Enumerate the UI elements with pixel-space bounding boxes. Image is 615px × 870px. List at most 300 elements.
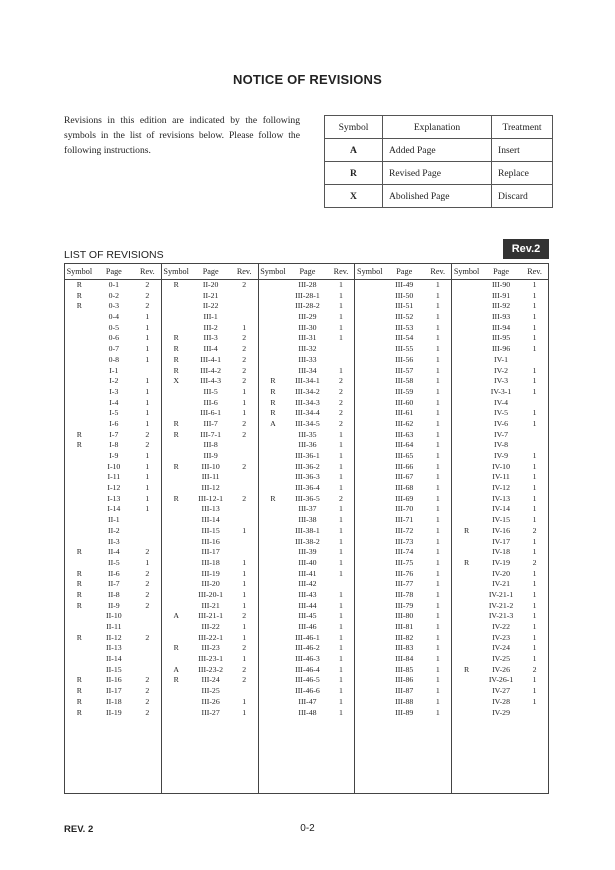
- revision-row: [162, 633, 258, 644]
- revision-row: [355, 419, 451, 430]
- revision-row: [355, 515, 451, 526]
- revision-number: 1: [532, 600, 537, 610]
- revision-row: [355, 366, 451, 377]
- revision-number: 1: [435, 312, 440, 322]
- revision-symbol: [452, 622, 481, 633]
- intro-text: Revisions in this edition are indicated by the following symbols in the list of revisions below. Please follow the following instructions.: [64, 115, 300, 156]
- revision-row: [65, 344, 161, 355]
- revision-row: [259, 526, 355, 537]
- revision-page: III-12-1: [198, 493, 223, 503]
- revision-number: [231, 547, 258, 558]
- revision-row: [259, 601, 355, 612]
- revision-number: 1: [435, 483, 440, 493]
- revision-row: [452, 483, 548, 494]
- revision-row: [162, 472, 258, 483]
- revision-number: [328, 355, 355, 366]
- symbol-header: Symbol: [66, 267, 93, 276]
- revision-number: 1: [435, 686, 440, 696]
- revision-page: III-72: [395, 525, 414, 535]
- revision-symbol: R: [270, 397, 276, 407]
- revision-row: [259, 569, 355, 580]
- revision-row: [162, 430, 258, 441]
- revision-number: 1: [435, 515, 440, 525]
- revision-symbol: [355, 376, 384, 387]
- revision-row: [65, 333, 161, 344]
- revision-symbol: [355, 697, 384, 708]
- revision-symbol: R: [270, 493, 276, 503]
- revision-page: I-1: [109, 365, 119, 375]
- revision-number: 1: [435, 344, 440, 354]
- column-header: [162, 264, 258, 280]
- revision-page: II-3: [108, 536, 120, 546]
- revision-row: [452, 569, 548, 580]
- revision-number: 2: [242, 461, 247, 471]
- revision-number: 1: [242, 579, 247, 589]
- revision-page: III-53: [395, 322, 414, 332]
- rev-header: Rev.: [236, 267, 252, 276]
- revision-page: III-19: [201, 568, 220, 578]
- revision-row: [452, 686, 548, 697]
- revision-row: [259, 537, 355, 548]
- revision-page: II-17: [106, 686, 122, 696]
- revision-row: [259, 398, 355, 409]
- revision-row: [162, 344, 258, 355]
- revision-symbol: [259, 462, 288, 473]
- revision-number: 1: [339, 696, 343, 706]
- revision-number: 1: [435, 472, 440, 482]
- revision-number: 1: [339, 675, 343, 685]
- revision-symbol: [162, 697, 191, 708]
- revision-page: 0-5: [108, 322, 120, 332]
- revision-symbol: [355, 301, 384, 312]
- revision-symbol: [355, 622, 384, 633]
- column-header: [65, 264, 161, 280]
- revision-page: III-8: [203, 440, 218, 450]
- revision-page: III-21: [201, 600, 220, 610]
- revision-number: 2: [145, 675, 150, 685]
- revision-page: III-95: [491, 333, 511, 343]
- revision-symbol: [452, 697, 481, 708]
- revision-page: III-65: [395, 451, 414, 460]
- revision-page: IV-5: [494, 408, 509, 418]
- revision-symbol: [162, 590, 191, 601]
- revision-symbol: [452, 355, 481, 366]
- revision-symbol: [259, 569, 288, 580]
- revision-symbol: [65, 366, 94, 377]
- revision-row: [65, 472, 161, 483]
- revision-number: 1: [339, 461, 343, 471]
- revision-number: 2: [145, 568, 150, 578]
- revision-page: IV-1: [494, 354, 509, 364]
- revision-symbol: [259, 622, 288, 633]
- revision-row: [65, 515, 161, 526]
- revision-symbol: [259, 301, 288, 312]
- revision-row: [452, 601, 548, 612]
- revision-page: I-12: [107, 483, 121, 493]
- revision-symbol: [162, 526, 191, 537]
- list-title: LIST OF REVISIONS: [64, 249, 164, 261]
- revision-number: [231, 537, 258, 548]
- revision-symbol: [65, 504, 94, 515]
- revision-number: 2: [532, 525, 537, 535]
- revision-number: [231, 440, 258, 451]
- revision-symbol: [162, 622, 191, 633]
- revision-symbol: [65, 483, 94, 494]
- revision-number: 1: [339, 686, 343, 696]
- symbol-cell: X: [325, 185, 383, 208]
- revision-symbol: [65, 643, 94, 654]
- revision-row: [65, 622, 161, 633]
- revision-symbol: [355, 462, 384, 473]
- revision-number: 2: [339, 376, 343, 386]
- revision-symbol: [452, 483, 481, 494]
- revision-symbol: [65, 558, 94, 569]
- revision-symbol: [162, 654, 191, 665]
- revision-number: 1: [145, 312, 150, 322]
- revision-number: [134, 654, 161, 665]
- revision-page: III-92: [491, 301, 511, 311]
- revision-page: III-81: [395, 622, 414, 631]
- revision-row: [162, 387, 258, 398]
- revision-row: [65, 291, 161, 302]
- revision-symbol: X: [173, 376, 179, 386]
- revision-symbol: [259, 344, 288, 355]
- revision-symbol: [259, 355, 288, 366]
- revision-number: 1: [339, 707, 343, 717]
- revision-number: 2: [145, 600, 150, 610]
- revision-symbol: [355, 601, 384, 612]
- revision-symbol: [65, 376, 94, 387]
- revision-number: 2: [242, 675, 247, 685]
- revision-page: II-6: [108, 568, 120, 578]
- revision-row: [65, 483, 161, 494]
- revision-page: 0-6: [108, 333, 120, 343]
- revision-symbol: [452, 504, 481, 515]
- revision-page: III-28-1: [295, 290, 320, 300]
- revision-row: [65, 579, 161, 590]
- symbol-row-revised: [325, 162, 553, 185]
- revision-symbol: [452, 312, 481, 323]
- revision-page: III-93: [491, 312, 511, 322]
- revision-page: III-69: [395, 493, 414, 503]
- revision-symbol: [355, 611, 384, 622]
- revision-number: 1: [339, 632, 343, 642]
- revision-page: III-23-2: [198, 664, 223, 674]
- revision-page: III-59: [395, 386, 414, 396]
- revision-number: 2: [145, 579, 150, 589]
- revision-number: 1: [145, 354, 150, 364]
- symbol-row-added: [325, 139, 553, 162]
- revision-row: [452, 301, 548, 312]
- revision-row: [452, 579, 548, 590]
- revision-page: II-14: [106, 654, 122, 664]
- revision-number: 2: [145, 280, 150, 289]
- revision-number: 1: [435, 290, 440, 300]
- revision-number: 1: [435, 547, 440, 557]
- revision-page: III-31: [298, 333, 317, 343]
- revision-number: [231, 504, 258, 515]
- revision-number: 1: [532, 643, 537, 653]
- revision-row: [355, 526, 451, 537]
- revision-number: 1: [532, 333, 537, 343]
- symbol-header: Symbol: [325, 116, 383, 139]
- revision-page: IV-27: [492, 686, 510, 696]
- revision-row: [259, 472, 355, 483]
- revision-number: 1: [532, 589, 537, 599]
- revision-symbol: [65, 355, 94, 366]
- revision-page: III-35: [298, 429, 317, 439]
- symbol-header: Symbol: [260, 267, 286, 276]
- revision-symbol: [452, 601, 481, 612]
- revision-symbol: [452, 537, 481, 548]
- revision-row: [162, 504, 258, 515]
- revision-number: 1: [532, 675, 537, 685]
- revision-row: [355, 301, 451, 312]
- revision-row: [162, 590, 258, 601]
- revision-number: 1: [435, 408, 440, 418]
- revision-page: IV-16: [492, 525, 510, 535]
- revision-page: IV-9: [494, 451, 509, 460]
- revision-page: III-75: [395, 557, 414, 567]
- revision-number: 1: [532, 622, 537, 631]
- revision-number: 1: [339, 483, 343, 493]
- revision-number: 1: [435, 418, 440, 428]
- revision-number: 1: [242, 408, 247, 418]
- revision-number: 1: [242, 397, 247, 407]
- revision-page: II-2: [108, 525, 120, 535]
- revision-symbol: R: [76, 429, 82, 439]
- revision-row: [452, 419, 548, 430]
- revision-row: [65, 590, 161, 601]
- revision-symbol: [355, 579, 384, 590]
- revision-symbol: [355, 344, 384, 355]
- revision-page: III-4: [203, 344, 218, 354]
- revision-page: III-61: [395, 408, 414, 418]
- revision-symbol: [259, 472, 288, 483]
- revision-symbol: [355, 643, 384, 654]
- revision-row: [162, 579, 258, 590]
- revision-number: 1: [532, 344, 537, 354]
- revision-symbol: [162, 408, 191, 419]
- revision-number: 1: [145, 376, 150, 386]
- revision-row: [259, 515, 355, 526]
- revision-number: 1: [435, 440, 440, 450]
- revision-row: [162, 312, 258, 323]
- revision-row: [65, 430, 161, 441]
- revision-symbol: [355, 504, 384, 515]
- revision-number: 2: [145, 440, 150, 450]
- revision-row: [259, 333, 355, 344]
- revision-page: IV-11: [492, 472, 510, 482]
- revision-number: 1: [532, 312, 537, 322]
- revision-symbol: [452, 323, 481, 334]
- revision-symbol: [259, 451, 288, 462]
- revision-page: IV-3-1: [490, 386, 512, 396]
- revision-symbol: [355, 312, 384, 323]
- revision-symbol: [259, 697, 288, 708]
- revision-symbol: [65, 408, 94, 419]
- revision-row: [452, 355, 548, 366]
- revision-number: 1: [435, 280, 440, 289]
- revision-row: [452, 665, 548, 676]
- revision-symbol: [452, 611, 481, 622]
- revision-symbol: [355, 686, 384, 697]
- revision-number: 1: [532, 472, 537, 482]
- revision-symbol: R: [76, 675, 82, 685]
- revision-number: 1: [532, 376, 537, 386]
- revision-page: III-30: [298, 322, 317, 332]
- revision-number: 1: [435, 707, 440, 717]
- revision-symbol: [65, 494, 94, 505]
- revision-page: II-22: [202, 301, 219, 311]
- revision-number: 1: [532, 686, 537, 696]
- revision-row: [65, 366, 161, 377]
- revision-page: III-7-1: [200, 429, 222, 439]
- revision-number: 2: [145, 301, 150, 311]
- revision-number: [521, 708, 548, 719]
- revision-page: IV-7: [494, 429, 509, 439]
- revision-page: III-25: [201, 686, 220, 696]
- revision-number: 1: [435, 579, 440, 589]
- revision-row: [355, 643, 451, 654]
- revision-page: III-33: [298, 354, 317, 364]
- revision-page: IV-4: [494, 397, 509, 407]
- revision-symbol: [259, 611, 288, 622]
- page-header: Page: [105, 267, 122, 276]
- revision-page: II-7: [108, 579, 120, 589]
- revision-page: III-68: [395, 483, 414, 493]
- revision-number: 1: [145, 504, 150, 514]
- revision-page: III-34-3: [295, 397, 320, 407]
- revision-symbol: [162, 633, 191, 644]
- revision-symbol: [355, 708, 384, 719]
- revision-symbol: R: [76, 301, 82, 311]
- revision-symbol: [355, 387, 384, 398]
- revision-row: [162, 611, 258, 622]
- revision-symbol: [355, 515, 384, 526]
- revision-row: [259, 376, 355, 387]
- revision-symbol: [162, 558, 191, 569]
- revision-page: IV-21-1: [488, 589, 514, 599]
- revision-symbol: [259, 537, 288, 548]
- revision-number: 1: [145, 451, 150, 460]
- revision-symbol: [355, 280, 384, 291]
- revision-page: III-7: [203, 418, 218, 428]
- revision-row: [355, 494, 451, 505]
- revision-number: 1: [435, 493, 440, 503]
- revision-number: 1: [435, 365, 440, 375]
- revision-symbol: [355, 483, 384, 494]
- revision-symbol: [355, 494, 384, 505]
- revision-page: II-15: [106, 664, 122, 674]
- revision-number: 2: [242, 429, 247, 439]
- revision-number: 1: [145, 461, 150, 471]
- revision-number: [231, 301, 258, 312]
- revision-row: [452, 537, 548, 548]
- revision-row: [162, 376, 258, 387]
- revision-page: III-70: [395, 504, 414, 514]
- revision-symbol: R: [76, 632, 82, 642]
- revision-row: [259, 494, 355, 505]
- revision-row: [259, 686, 355, 697]
- revision-page: III-34-1: [295, 376, 320, 386]
- revision-page: I-3: [109, 386, 119, 396]
- revision-symbol: [355, 291, 384, 302]
- revision-page: III-27: [201, 707, 220, 717]
- revision-page: IV-21-3: [488, 611, 514, 621]
- revision-row: [355, 654, 451, 665]
- revision-symbol: R: [173, 280, 179, 289]
- revision-page: III-16: [201, 536, 220, 546]
- revision-number: 2: [242, 611, 247, 621]
- revision-symbol: R: [173, 344, 179, 354]
- revision-symbol: R: [76, 290, 82, 300]
- revision-number: 1: [242, 600, 247, 610]
- revision-page: 0-8: [108, 354, 120, 364]
- revision-row: [162, 654, 258, 665]
- revision-symbol: R: [173, 429, 179, 439]
- revision-symbol: R: [173, 675, 179, 685]
- revision-row: [65, 654, 161, 665]
- revision-number: 2: [145, 547, 150, 557]
- revision-page: III-5: [203, 386, 218, 396]
- revision-row: [65, 419, 161, 430]
- revision-number: 1: [435, 568, 440, 578]
- revision-symbol: [452, 333, 481, 344]
- column-header: [259, 264, 355, 280]
- revision-row: [259, 675, 355, 686]
- revision-page: III-77: [395, 579, 414, 589]
- revision-page: III-90: [491, 280, 511, 289]
- revision-row: [162, 462, 258, 473]
- treatment-cell: Discard: [492, 185, 553, 208]
- revision-row: [452, 430, 548, 441]
- revision-page: III-6: [203, 397, 218, 407]
- revision-symbol: [65, 398, 94, 409]
- revision-symbol: [162, 537, 191, 548]
- revision-row: [452, 291, 548, 302]
- treatment-header: Treatment: [492, 116, 553, 139]
- revision-row: [65, 697, 161, 708]
- revision-row: [355, 333, 451, 344]
- revision-symbol: [259, 323, 288, 334]
- revision-symbol: [452, 569, 481, 580]
- revision-row: [259, 579, 355, 590]
- revision-number: 2: [145, 686, 150, 696]
- revision-symbol: [259, 547, 288, 558]
- revision-number: 1: [339, 664, 343, 674]
- revision-number: 1: [339, 536, 343, 546]
- revision-symbol: [355, 323, 384, 334]
- revision-symbol: [452, 344, 481, 355]
- revision-row: [452, 590, 548, 601]
- revision-page: I-2: [109, 376, 119, 386]
- revision-row: [259, 547, 355, 558]
- revision-row: [162, 526, 258, 537]
- revision-number: 1: [145, 333, 150, 343]
- revision-number: 1: [145, 386, 150, 396]
- revision-row: [355, 611, 451, 622]
- revision-row: [355, 590, 451, 601]
- revision-number: 1: [532, 386, 537, 396]
- revision-row: [259, 430, 355, 441]
- revision-page: II-20: [202, 280, 219, 289]
- revision-symbol: [162, 398, 191, 409]
- revision-number: 1: [242, 632, 247, 642]
- revision-page: III-34-4: [295, 408, 320, 418]
- revision-page: III-22: [201, 622, 220, 631]
- revision-number: 1: [532, 504, 537, 514]
